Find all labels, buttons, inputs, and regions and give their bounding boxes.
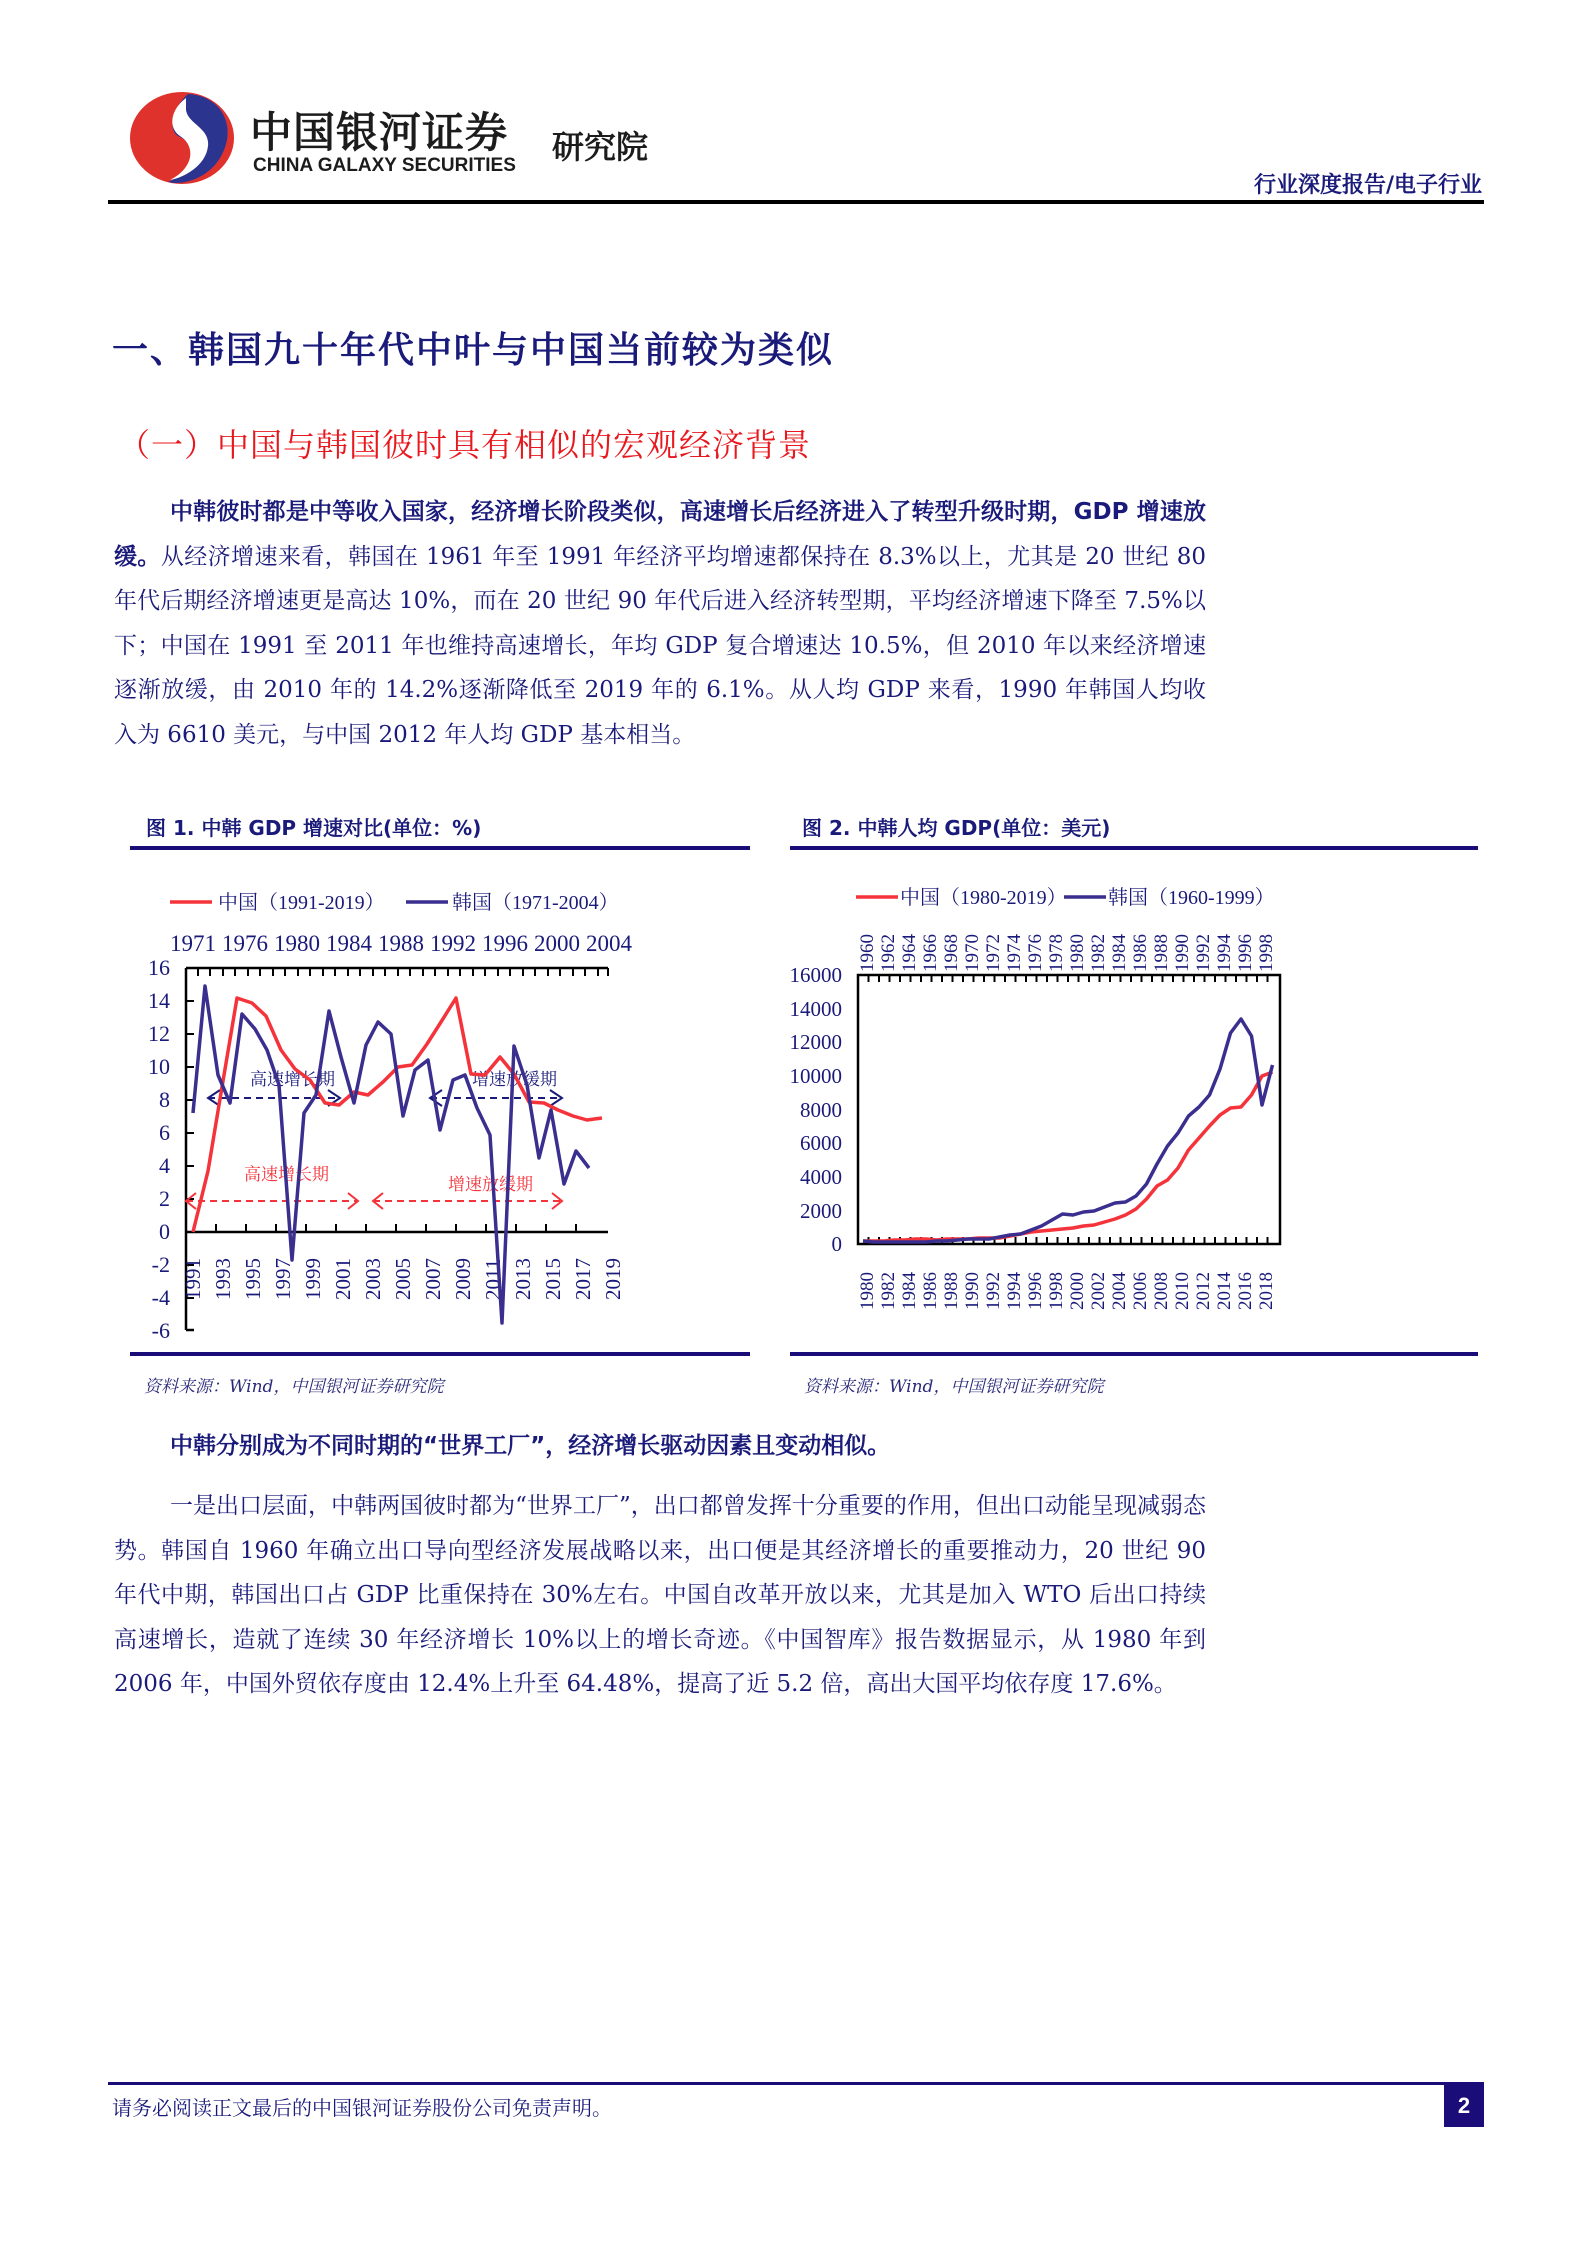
svg-text:2004: 2004 (1109, 1272, 1130, 1310)
svg-text:高速增长期: 高速增长期 (250, 1070, 335, 1089)
svg-text:1991: 1991 (181, 1258, 205, 1300)
svg-text:1995: 1995 (241, 1258, 265, 1300)
svg-text:1962: 1962 (878, 934, 899, 972)
svg-text:1986: 1986 (1130, 934, 1151, 972)
top-x-axis-labels (170, 931, 633, 956)
svg-text:2009: 2009 (451, 1258, 475, 1300)
svg-text:2018: 2018 (1256, 1272, 1277, 1310)
figure2-source: 资料来源：Wind，中国银河证券研究院 (804, 1377, 1104, 1397)
svg-text:1968: 1968 (941, 934, 962, 972)
subsection-heading: （一）中国与韩国彼时具有相似的宏观经济背景 (118, 426, 812, 464)
svg-text:2012: 2012 (1193, 1272, 1214, 1310)
svg-text:1993: 1993 (211, 1258, 235, 1300)
svg-text:1976: 1976 (1025, 934, 1046, 972)
svg-text:1984: 1984 (1109, 934, 1130, 972)
svg-text:增速放缓期: 增速放缓期 (448, 1175, 533, 1194)
bottom-x-axis-labels (857, 1272, 1277, 1311)
svg-text:增速放缓期: 增速放缓期 (472, 1070, 557, 1089)
svg-text:2002: 2002 (1088, 1272, 1109, 1310)
svg-text:1976: 1976 (222, 931, 268, 956)
svg-text:1996: 1996 (482, 931, 528, 956)
svg-text:6000: 6000 (800, 1131, 842, 1155)
svg-text:2010: 2010 (1172, 1272, 1193, 1310)
paragraph-export-level: 一是出口层面，中韩两国彼时都为“世界工厂”，出口都曾发挥十分重要的作用，但出口动能呈现减弱态势。韩国自 1960 年确立出口导向型经济发展战略以来，出口便是其经济增长的重要推动力，20 世纪 90 年代中期，韩国出口占 GDP 比重保持在 30%左右。中国自改革开放以来，尤其是加入 WTO 后出口持续高速增长，造就了连续 30 年经济增长 10%以上的增长奇迹。《中国智库》报告数据显示，从 1980 年到 2006 年，中国外贸依存度由 12.4%上升至 64.48%，提高了近 5.2 倍，高出大国平均依存度 17.6%。 (114, 1493, 1206, 1697)
legend-china-label: 中国（1991-2019） (218, 892, 385, 914)
figure2-bottom-rule (790, 1352, 1478, 1356)
svg-text:1998: 1998 (1046, 1272, 1067, 1310)
svg-text:1986: 1986 (920, 1272, 941, 1310)
svg-text:2001: 2001 (331, 1258, 355, 1300)
svg-text:1966: 1966 (920, 934, 941, 972)
figure2-top-rule (790, 846, 1478, 850)
svg-text:2000: 2000 (800, 1199, 842, 1223)
header-divider (108, 200, 1484, 204)
svg-text:2014: 2014 (1214, 1272, 1235, 1310)
svg-text:1960: 1960 (857, 934, 878, 972)
svg-text:1990: 1990 (962, 1272, 983, 1310)
figure2-title: 图 2. 中韩人均 GDP(单位：美元) (802, 816, 1111, 840)
footer-divider (108, 2082, 1484, 2085)
frame-ticks (869, 975, 1268, 1244)
svg-text:1980: 1980 (274, 931, 320, 956)
legend-korea-label: 韩国（1971-2004） (452, 892, 619, 914)
svg-text:4000: 4000 (800, 1165, 842, 1189)
galaxy-logo-icon (128, 88, 236, 188)
svg-text:2003: 2003 (361, 1258, 385, 1300)
svg-text:2007: 2007 (421, 1258, 445, 1300)
svg-text:14: 14 (148, 988, 170, 1013)
svg-text:4: 4 (159, 1153, 170, 1178)
svg-text:2000: 2000 (534, 931, 580, 956)
china-gdp-growth-line (193, 998, 602, 1232)
svg-text:1997: 1997 (271, 1258, 295, 1300)
section-heading: 一、韩国九十年代中叶与中国当前较为类似 (112, 330, 835, 371)
svg-text:1984: 1984 (326, 931, 372, 956)
paragraph-world-factory-lead (114, 1424, 1206, 1469)
svg-text:1992: 1992 (1193, 934, 1214, 972)
svg-text:2: 2 (159, 1186, 170, 1211)
figure1-top-rule (130, 846, 750, 850)
svg-text:1999: 1999 (301, 1258, 325, 1300)
y-axis-labels (790, 963, 842, 1256)
svg-text:2015: 2015 (541, 1258, 565, 1300)
svg-text:2016: 2016 (1235, 1272, 1256, 1310)
svg-text:2011: 2011 (481, 1258, 505, 1300)
svg-text:1992: 1992 (430, 931, 476, 956)
svg-text:1988: 1988 (941, 1272, 962, 1310)
svg-text:-4: -4 (151, 1285, 170, 1310)
page-number: 2 (1444, 2085, 1484, 2127)
svg-text:-2: -2 (151, 1252, 170, 1277)
svg-text:1980: 1980 (857, 1272, 878, 1310)
korea-annotations (208, 1070, 562, 1106)
svg-text:2013: 2013 (511, 1258, 535, 1300)
svg-text:高速增长期: 高速增长期 (244, 1165, 329, 1184)
svg-text:1996: 1996 (1235, 934, 1256, 972)
logo-chinese-name: 中国银河证券 (250, 108, 509, 157)
svg-text:2000: 2000 (1067, 1272, 1088, 1310)
y-axis-labels (148, 955, 170, 1343)
svg-text:1998: 1998 (1256, 934, 1277, 972)
footer-disclaimer: 请务必阅读正文最后的中国银河证券股份公司免责声明。 (112, 2096, 612, 2120)
svg-text:1964: 1964 (899, 934, 920, 972)
legend-china-label: 中国（1980-2019） (900, 887, 1067, 909)
svg-text:1980: 1980 (1067, 934, 1088, 972)
svg-text:2006: 2006 (1130, 1272, 1151, 1310)
paragraph-macro-background (114, 490, 1206, 757)
report-type: 行业深度报告/电子行业 (1253, 173, 1482, 198)
figure1-title: 图 1. 中韩 GDP 增速对比(单位：%) (146, 816, 482, 840)
figure1-chart (130, 860, 750, 1360)
svg-text:2004: 2004 (586, 931, 632, 956)
logo-institute: 研究院 (552, 128, 649, 166)
paragraph-lead-bold: 中韩彼时都是中等收入国家，经济增长阶段类似，高速增长后经济进入了转型升级时期，GDP 增速放缓。 (114, 499, 1206, 570)
paragraph-lead-bold: 中韩分别成为不同时期的“世界工厂”，经济增长驱动因素且变动相似。 (170, 1433, 891, 1459)
svg-text:1992: 1992 (983, 1272, 1004, 1310)
svg-text:10: 10 (148, 1054, 170, 1079)
svg-text:6: 6 (159, 1120, 170, 1145)
svg-text:1971: 1971 (170, 931, 216, 956)
svg-text:12: 12 (148, 1021, 170, 1046)
svg-text:1970: 1970 (962, 934, 983, 972)
svg-text:10000: 10000 (790, 1064, 842, 1088)
svg-text:1994: 1994 (1004, 1272, 1025, 1310)
korea-gdp-per-capita-line (863, 1019, 1273, 1242)
logo-english-name: CHINA GALAXY SECURITIES (253, 155, 516, 176)
svg-text:16000: 16000 (790, 963, 842, 987)
figure2-chart (790, 860, 1490, 1350)
legend-korea-label: 韩国（1960-1999） (1108, 887, 1275, 909)
svg-text:8: 8 (159, 1087, 170, 1112)
svg-text:1974: 1974 (1004, 934, 1025, 972)
svg-text:1988: 1988 (1151, 934, 1172, 972)
svg-text:1972: 1972 (983, 934, 1004, 972)
svg-text:1994: 1994 (1214, 934, 1235, 972)
figure1-source: 资料来源：Wind，中国银河证券研究院 (144, 1377, 444, 1397)
svg-text:-6: -6 (151, 1318, 170, 1343)
paragraph-body: 从经济增速来看，韩国在 1961 年至 1991 年经济平均增速都保持在 8.3%以上，尤其是 20 世纪 80 年代后期经济增速更是高达 10%，而在 20 世纪 90 年代后进入经济转型期，平均经济增速下降至 7.5%以下；中国在 1991 至 2011 年也维持高速增长，年均 GDP 复合增速达 10.5%，但 2010 年以来经济增速逐渐放缓，由 2010 年的 14.2%逐渐降低至 2019 年的 6.1%。从人均 GDP 来看，1990 年韩国人均收入为 6610 美元，与中国 2012 年人均 GDP 基本相当。 (114, 543, 1206, 748)
svg-text:16: 16 (148, 955, 170, 980)
svg-text:1982: 1982 (1088, 934, 1109, 972)
svg-text:12000: 12000 (790, 1030, 842, 1054)
svg-text:2005: 2005 (391, 1258, 415, 1300)
svg-text:1984: 1984 (899, 1272, 920, 1310)
svg-text:1988: 1988 (378, 931, 424, 956)
svg-text:14000: 14000 (790, 997, 842, 1021)
svg-text:0: 0 (831, 1232, 842, 1256)
svg-text:2017: 2017 (571, 1258, 595, 1300)
svg-text:1996: 1996 (1025, 1272, 1046, 1310)
svg-text:8000: 8000 (800, 1098, 842, 1122)
svg-text:2008: 2008 (1151, 1272, 1172, 1310)
svg-text:1978: 1978 (1046, 934, 1067, 972)
svg-text:1990: 1990 (1172, 934, 1193, 972)
svg-text:0: 0 (159, 1219, 170, 1244)
top-x-axis-labels (857, 934, 1277, 973)
svg-text:1982: 1982 (878, 1272, 899, 1310)
bottom-x-axis-labels (181, 1258, 625, 1300)
svg-text:2019: 2019 (601, 1258, 625, 1300)
figure1-bottom-rule (130, 1352, 750, 1356)
